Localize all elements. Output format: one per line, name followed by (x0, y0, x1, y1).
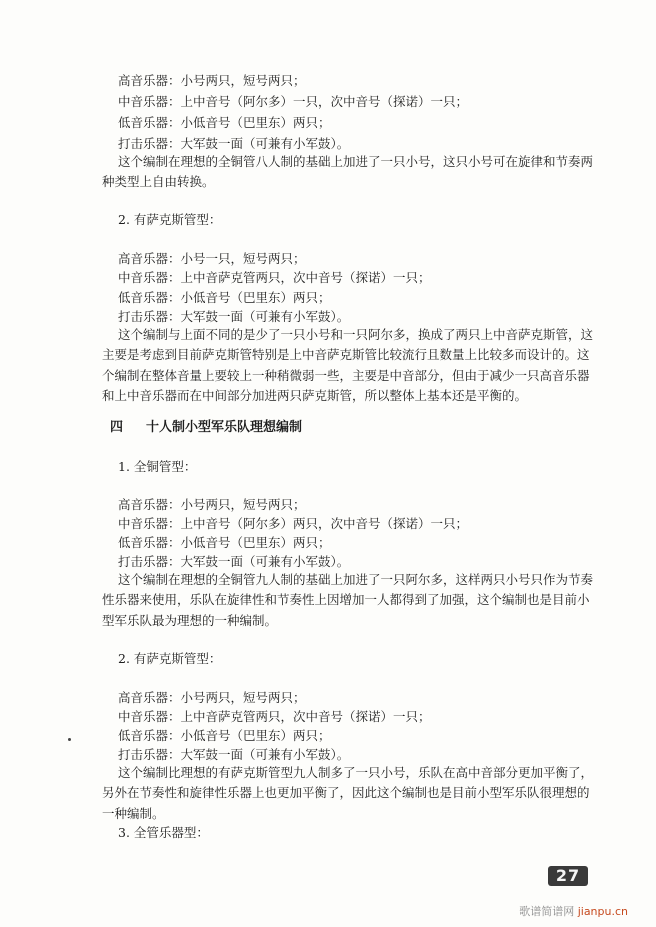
instrument-line: 打击乐器：大军鼓一面（可兼有小军鼓）。 (118, 136, 350, 151)
section-heading (110, 416, 302, 435)
subsection-label: 2. 有萨克斯管型： (118, 651, 222, 666)
page-number-badge: 27 (548, 866, 588, 886)
instrument-line: 中音乐器：上中音号（阿尔多）两只，次中音号（探诺）一只； (118, 516, 469, 531)
instrument-line: 打击乐器：大军鼓一面（可兼有小军鼓）。 (118, 309, 350, 324)
instrument-line: 打击乐器：大军鼓一面（可兼有小军鼓）。 (118, 554, 350, 569)
section-heading-title: 十人制小型军乐队理想编制 (146, 420, 303, 435)
body-paragraph: 这个编制比理想的有萨克斯管型九人制多了一只小号，乐队在高中音部分更加平衡了，另外在节奏性和旋律性乐器上也更加平衡了，因此这个编制也是目前小型军乐队很理想的一种编制。 (102, 765, 594, 821)
watermark-site: jianpu.cn (577, 905, 628, 918)
instrument-line: 高音乐器：小号两只，短号两只； (118, 497, 306, 512)
instrument-line: 低音乐器：小低音号（巴里东）两只； (118, 535, 331, 550)
instrument-line: 打击乐器：大军鼓一面（可兼有小军鼓）。 (118, 747, 350, 762)
subsection-label: 3. 全管乐器型： (118, 825, 209, 840)
body-paragraph: 这个编制与上面不同的是少了一只小号和一只阿尔多，换成了两只上中音萨克斯管，这主要是考虑到目前萨克斯管特别是上中音萨克斯管比较流行且数量上比较多而设计的。这个编制在整体音量上要较上一种稍微弱一些，主要是中音部分，但由于减少一只高音乐器和上中音乐器而在中间部分加进两只萨克斯管，所以整体上基本还是平衡的。 (102, 327, 594, 404)
subsection-label: 1. 全铜管型： (118, 459, 197, 474)
subsection-label: 2. 有萨克斯管型： (118, 212, 222, 227)
instrument-line: 中音乐器：上中音萨克管两只，次中音号（探诺）一只； (118, 270, 431, 285)
instrument-line: 低音乐器：小低音号（巴里东）两只； (118, 728, 331, 743)
section-heading-number: 四 (110, 420, 124, 435)
instrument-line: 低音乐器：小低音号（巴里东）两只； (118, 290, 331, 305)
scan-speck (68, 738, 71, 741)
instrument-line: 低音乐器：小低音号（巴里东）两只； (118, 115, 331, 130)
instrument-line: 中音乐器：上中音号（阿尔多）一只，次中音号（探诺）一只； (118, 94, 469, 109)
body-paragraph: 这个编制在理想的全铜管八人制的基础上加进了一只小号，这只小号可在旋律和节奏两种类型上自由转换。 (102, 154, 594, 190)
instrument-line: 高音乐器：小号两只，短号两只； (118, 690, 306, 705)
watermark (519, 903, 628, 919)
watermark-prefix: 歌谱简谱网 (519, 905, 578, 918)
instrument-line: 中音乐器：上中音萨克管两只，次中音号（探诺）一只； (118, 709, 431, 724)
body-paragraph: 这个编制在理想的全铜管九人制的基础上加进了一只阿尔多，这样两只小号只作为节奏性乐器来使用，乐队在旋律性和节奏性上因增加一人都得到了加强，这个编制也是目前小型军乐队最为理想的一种编制。 (102, 572, 594, 628)
instrument-line: 高音乐器：小号一只，短号两只； (118, 251, 306, 266)
instrument-line: 高音乐器：小号两只，短号两只； (118, 73, 306, 88)
